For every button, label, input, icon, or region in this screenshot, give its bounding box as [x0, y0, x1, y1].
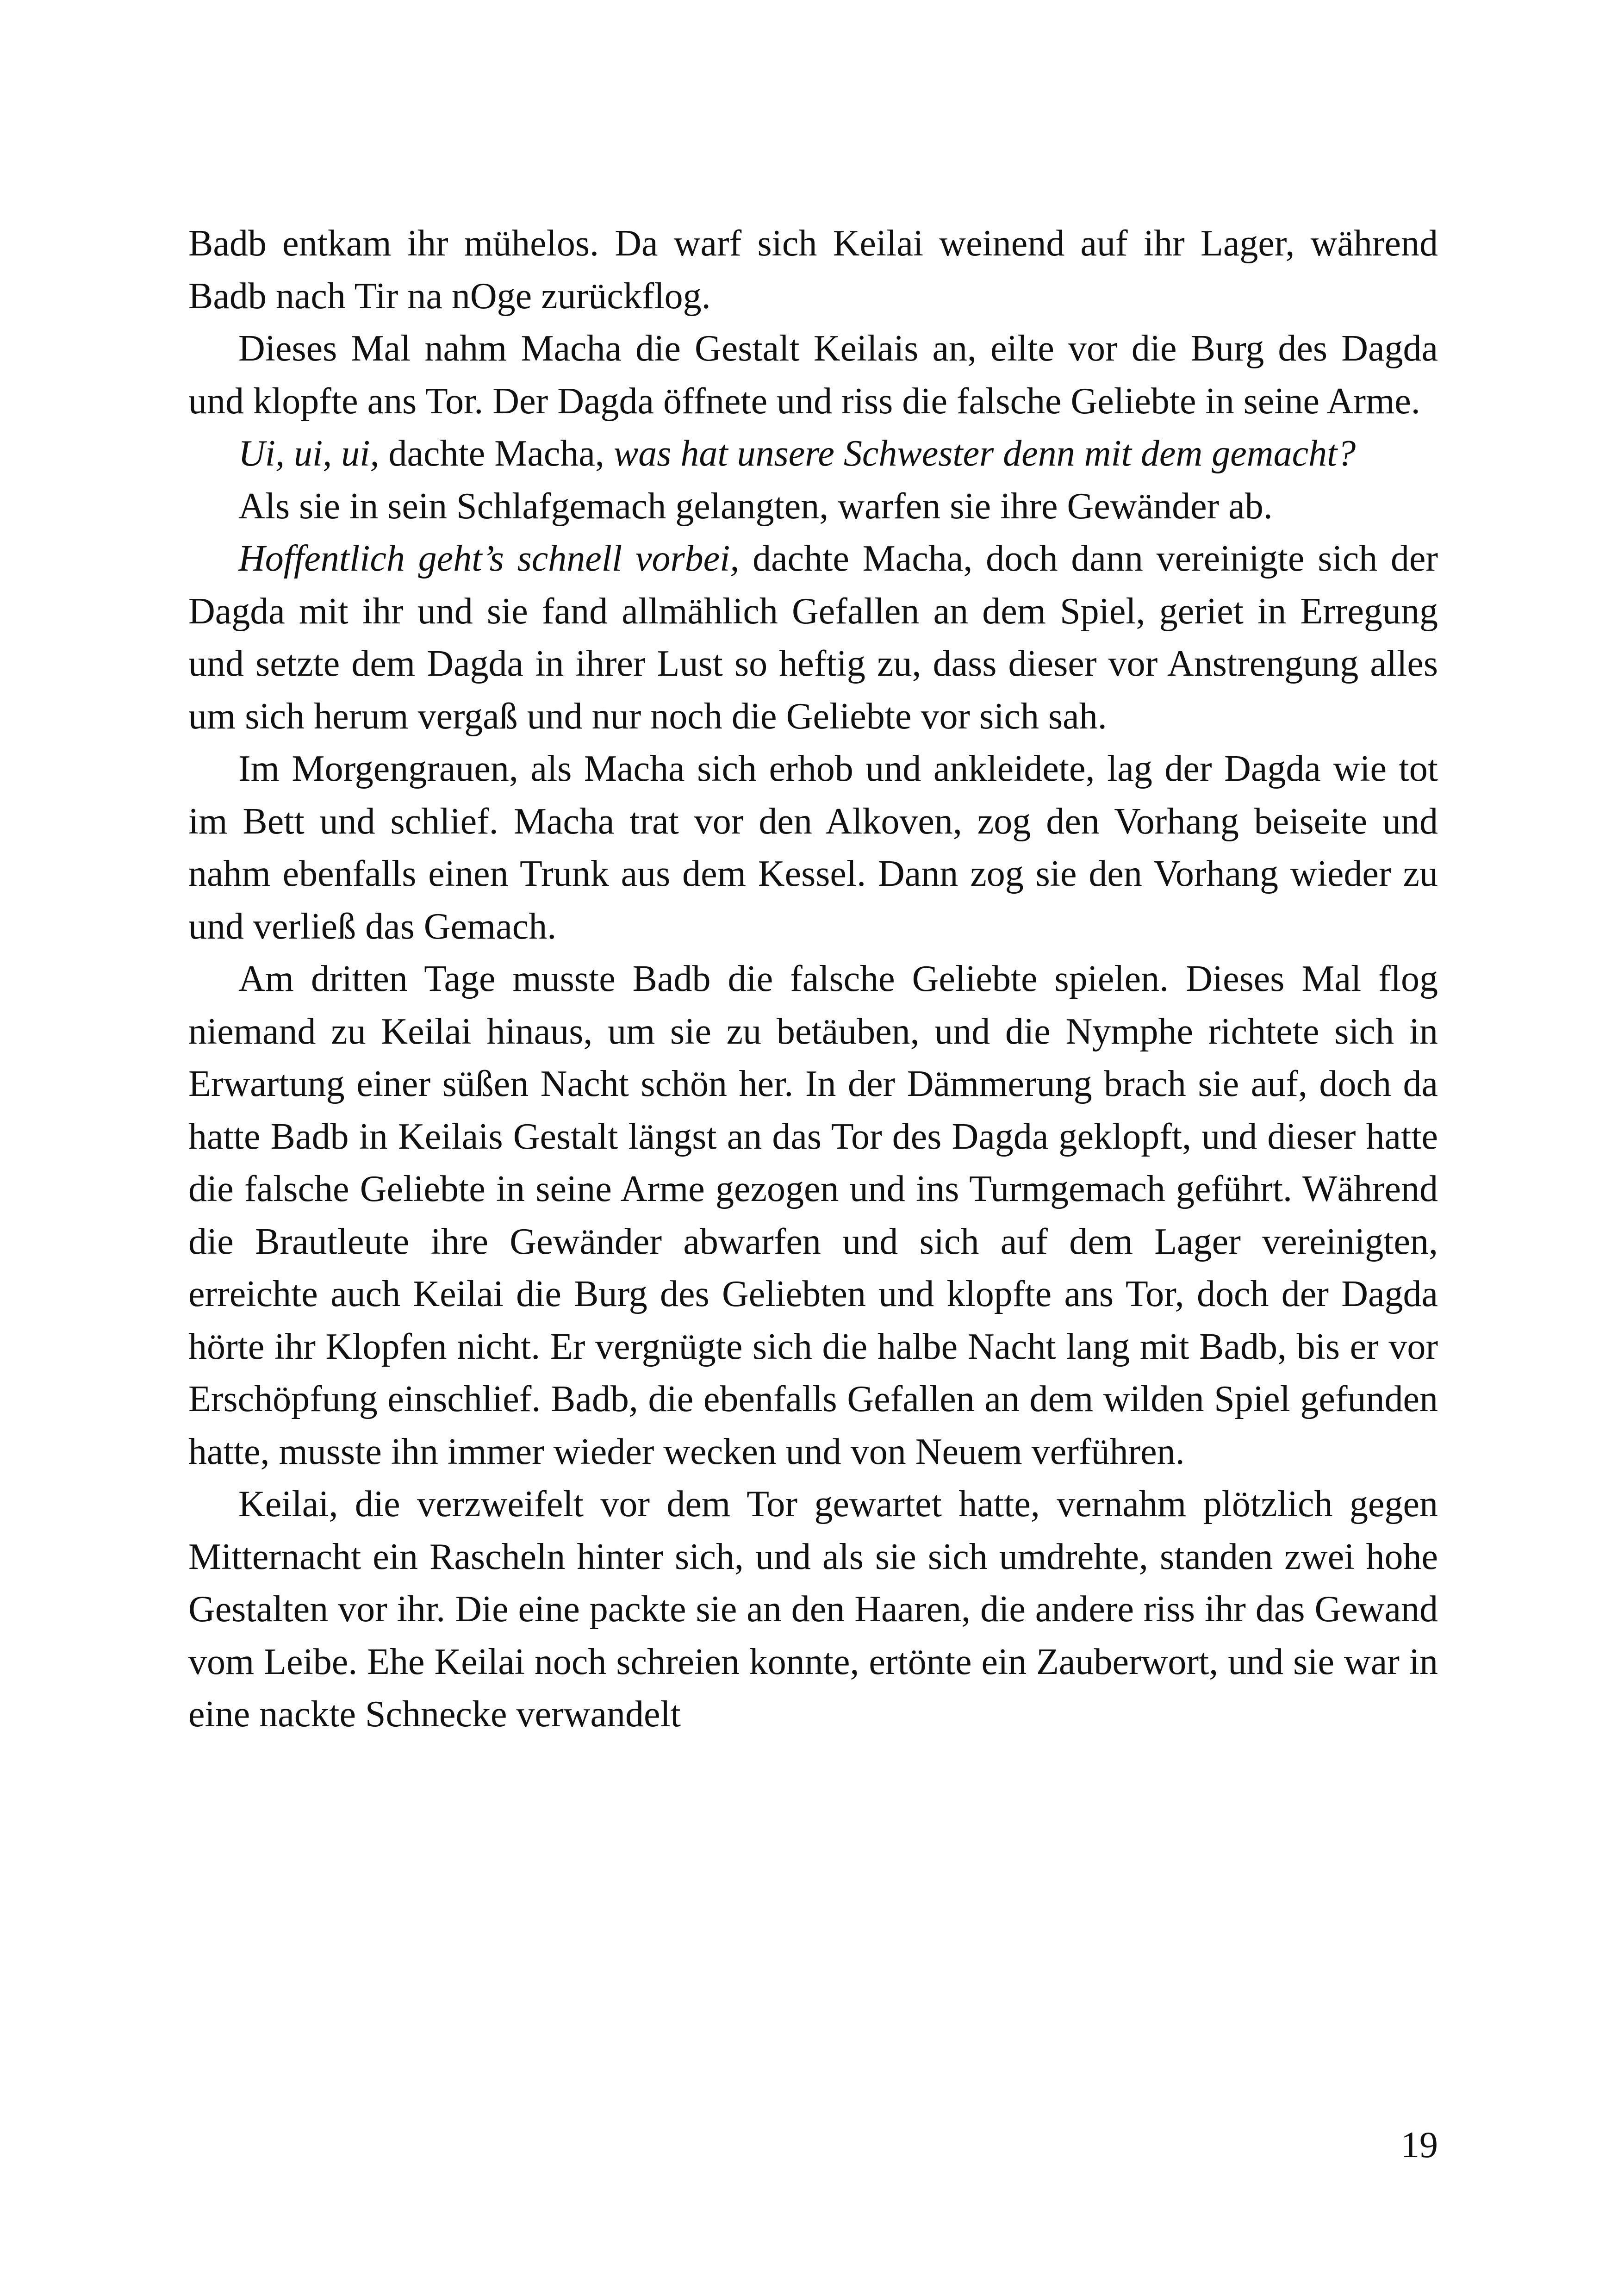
text-run: Am dritten Tage musste Badb die falsche Geliebte spielen. Dieses Mal flog niemand zu Keilai hinaus, um sie zu betäuben, und die Nymphe richtete sich in Erwartung einer süßen Nacht schön her. In der Dämmerung brach sie auf, doch da hatte Badb in Keilais Gestalt längst an das Tor des Dagda geklopft, und dieser hatte die falsche Geliebte in seine Arme gezogen und ins Turmgemach geführt. Während die Brautleute ihre Gewänder abwarfen und sich auf dem Lager vereinigten, erreichte auch Keilai die Burg des Geliebten und klopfte ans Tor, doch der Dagda hörte ihr Klopfen nicht. Er vergnügte sich die halbe Nacht lang mit Badb, bis er vor Erschöpfung einschlief. Badb, die ebenfalls Gefallen an dem wilden Spiel gefunden hatte, musste ihn immer wieder wecken und von Neuem verführen. — [188, 958, 1438, 1472]
text-run: Als sie in sein Schlafgemach gelangten, warfen sie ihre Gewänder ab. — [238, 485, 1273, 527]
text-run: dachte Macha, — [379, 433, 614, 474]
paragraph — [188, 218, 1438, 323]
text-run: Im Morgengrauen, als Macha sich erhob und ankleidete, lag der Dagda wie tot im Bett und schlief. Macha trat vor den Alkoven, zog den Vorhang beiseite und nahm ebenfalls einen Trunk aus dem Kessel. Dann zog sie den Vorhang wieder zu und verließ das Gemach. — [188, 748, 1438, 947]
italic-text-run: was hat unsere Schwester denn mit dem gemacht? — [613, 433, 1356, 474]
text-run: Keilai, die verzweifelt vor dem Tor gewartet hatte, vernahm plötzlich gegen Mitternacht ein Rascheln hinter sich, und als sie sich umdrehte, standen zwei hohe Gestalten vor ihr. Die eine packte sie an den Haaren, die andere riss ihr das Gewand vom Leibe. Ehe Keilai noch schreien konnte, ertönte ein Zauberwort, und sie war in eine nackte Schnecke verwandelt — [188, 1484, 1438, 1735]
paragraph — [188, 323, 1438, 428]
italic-text-run: Hoffentlich geht’s schnell vorbei, — [238, 538, 740, 579]
paragraph — [188, 953, 1438, 1478]
italic-text-run: Ui, ui, ui, — [238, 433, 380, 474]
text-run: Dieses Mal nahm Macha die Gestalt Keilais an, eilte vor die Burg des Dagda und klopfte ans Tor. Der Dagda öffnete und riss die falsche Geliebte in seine Arme. — [188, 328, 1438, 422]
text-run: dachte Macha, doch dann vereinigte sich der Dagda mit ihr und sie fand allmählich Gefallen an dem Spiel, geriet in Erregung und setzte dem Dagda in ihrer Lust so heftig zu, dass dieser vor Anstrengung alles um sich herum vergaß und nur noch die Geliebte vor sich sah. — [188, 538, 1438, 737]
paragraph — [188, 533, 1438, 743]
page-number: 19 — [1401, 2125, 1438, 2165]
paragraph — [188, 480, 1438, 533]
paragraph — [188, 743, 1438, 953]
text-run: Badb entkam ihr mühelos. Da warf sich Keilai weinend auf ihr Lager, während Badb nach Tir na nOge zurückflog. — [188, 223, 1438, 317]
body-text — [188, 218, 1438, 1741]
paragraph — [188, 1478, 1438, 1741]
paragraph — [188, 428, 1438, 480]
